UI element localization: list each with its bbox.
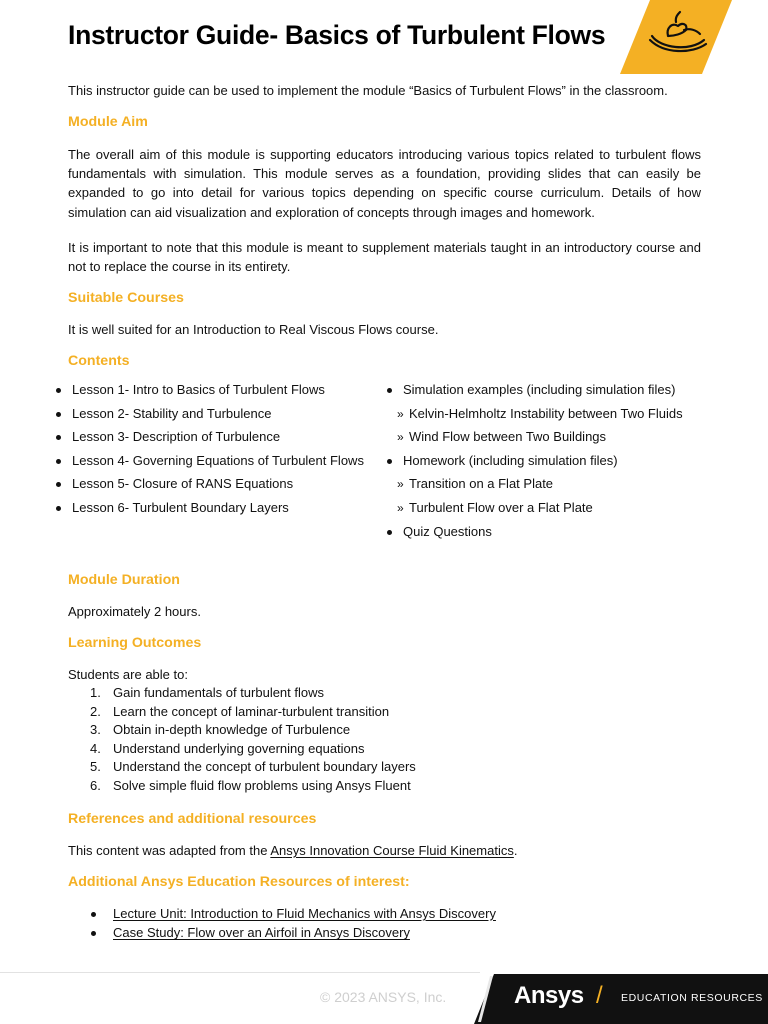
extras-subitem-label: Wind Flow between Two Buildings: [409, 429, 607, 445]
learning-outcomes-lead: Students are able to:: [68, 667, 188, 682]
outcome-item: [90, 703, 416, 722]
lesson-item: Lesson 2- Stability and Turbulence: [56, 402, 364, 426]
extras-subitem-label: Transition on a Flat Plate: [409, 476, 554, 492]
chevron-right-icon: »: [397, 500, 404, 515]
extras-item: Quiz Questions: [387, 520, 683, 544]
references-text: [68, 841, 701, 860]
outcome-text: Solve simple fluid flow problems using Ansys Fluent: [113, 777, 411, 793]
chevron-right-icon: »: [397, 430, 404, 445]
resource-item: [91, 904, 496, 923]
resource-item: [91, 923, 496, 942]
outcome-text: Gain fundamentals of turbulent flows: [113, 685, 325, 700]
suitable-courses-text: It is well suited for an Introduction to Real Viscous Flows course.: [68, 322, 439, 337]
additional-resources-heading: Additional Ansys Education Resources of interest:: [68, 874, 410, 890]
extras-subitem: [387, 425, 683, 449]
case-study-link[interactable]: Case Study: Flow over an Airfoil in Ansys Discovery: [113, 925, 410, 941]
chevron-right-icon: »: [397, 477, 404, 492]
lesson-item: Lesson 6- Turbulent Boundary Layers: [56, 496, 364, 520]
extras-list: [387, 378, 683, 543]
extras-subitem-label: Kelvin-Helmholtz Instability between Two Fluids: [409, 405, 683, 421]
extras-item: Homework (including simulation files): [387, 449, 683, 473]
chevron-right-icon: »: [397, 406, 404, 421]
intro-text: This instructor guide can be used to implement the module “Basics of Turbulent Flows” in the classroom.: [68, 83, 668, 98]
ansys-brand-logo: Ansys: [514, 982, 584, 1009]
fluid-kinematics-course-link[interactable]: Ansys Innovation Course Fluid Kinematics: [270, 843, 514, 858]
outcome-number: 6.: [90, 777, 101, 793]
outcome-item: [90, 777, 416, 796]
contents-heading: Contents: [68, 353, 130, 369]
outcome-item: [90, 740, 416, 759]
extras-subitem: [387, 402, 683, 426]
education-resources-label: EDUCATION RESOURCES: [621, 992, 763, 1004]
references-heading: References and additional resources: [68, 811, 317, 827]
outcome-number: 3.: [90, 722, 101, 738]
module-aim-heading: Module Aim: [68, 114, 148, 130]
module-aim-paragraph-2: It is important to note that this module is meant to supplement materials taught in an introductory course and not to replace the course in its entirety.: [68, 240, 701, 275]
outcome-item: [90, 684, 416, 703]
lamp-logo-icon: [620, 0, 732, 74]
brand-separator: /: [596, 982, 603, 1009]
extras-subitem: [387, 472, 683, 496]
lecture-unit-link[interactable]: Lecture Unit: Introduction to Fluid Mechanics with Ansys Discovery: [113, 906, 496, 921]
module-aim-paragraph-1: The overall aim of this module is supporting educators introducing various topics related to turbulent flows fundamentals with simulation. This module serves as a foundation, providing slides that can easily be expanded to go into detail for various topics depending on specific course curriculum. Details of how simulation can aid visualization and exploration of concepts through images and homework.: [68, 147, 701, 220]
learning-outcomes-list: [90, 684, 416, 796]
outcome-number: 4.: [90, 740, 101, 756]
additional-resources-list: [91, 904, 496, 943]
outcome-text: Obtain in-depth knowledge of Turbulence: [113, 722, 351, 738]
module-duration-text: Approximately 2 hours.: [68, 604, 201, 619]
lesson-item: Lesson 1- Intro to Basics of Turbulent Flows: [56, 378, 364, 402]
footer-divider: [0, 972, 480, 973]
lesson-item: Lesson 3- Description of Turbulence: [56, 425, 364, 449]
extras-subitem-label: Turbulent Flow over a Flat Plate: [409, 499, 593, 515]
page-title: Instructor Guide- Basics of Turbulent Flows: [68, 20, 606, 50]
extras-subitem: [387, 496, 683, 520]
lessons-list: [56, 378, 364, 520]
outcome-item: [90, 758, 416, 777]
outcome-number: 2.: [90, 703, 101, 719]
module-duration-heading: Module Duration: [68, 572, 180, 588]
lesson-item: Lesson 5- Closure of RANS Equations: [56, 472, 364, 496]
lesson-item: Lesson 4- Governing Equations of Turbulent Flows: [56, 449, 364, 473]
copyright-text: © 2023 ANSYS, Inc.: [320, 989, 447, 1005]
references-prefix: This content was adapted from the: [68, 843, 271, 858]
outcome-text: Learn the concept of laminar-turbulent transition: [113, 703, 390, 719]
references-suffix: .: [513, 843, 518, 858]
outcome-text: Understand underlying governing equations: [113, 740, 365, 756]
outcome-number: 5.: [90, 759, 101, 775]
suitable-courses-heading: Suitable Courses: [68, 290, 184, 306]
learning-outcomes-heading: Learning Outcomes: [68, 635, 202, 651]
outcome-text: Understand the concept of turbulent boundary layers: [113, 759, 416, 775]
extras-item: Simulation examples (including simulation files): [387, 378, 683, 402]
outcome-number: 1.: [90, 685, 101, 700]
outcome-item: [90, 721, 416, 740]
